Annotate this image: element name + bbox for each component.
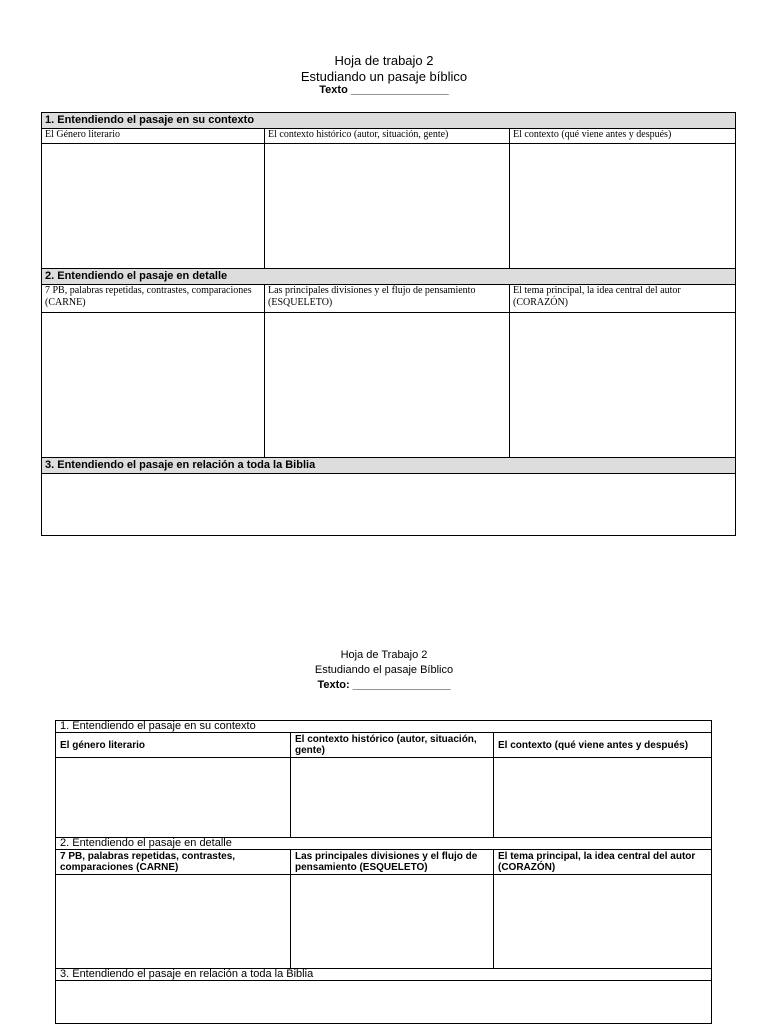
column-historical-context-label: El contexto histórico (autor, situación, gente) [291, 733, 494, 758]
worksheet-1-title: Hoja de trabajo 2 [334, 53, 434, 68]
section-2-title: 2. Entendiendo el pasaje en detalle [56, 838, 712, 850]
main-theme-answer-cell[interactable] [494, 875, 712, 969]
context-answer-cell[interactable] [494, 758, 712, 838]
genre-answer-cell[interactable] [42, 144, 265, 269]
genre-answer-cell[interactable] [56, 758, 291, 838]
column-genre-label: El género literario [56, 733, 291, 758]
whole-bible-answer-cell[interactable] [56, 981, 712, 1024]
column-divisions-label: Las principales divisiones y el flujo de pensamiento (ESQUELETO) [291, 850, 494, 875]
worksheet-1-text-line: Texto ________________ [319, 84, 449, 96]
divisions-answer-cell[interactable] [291, 875, 494, 969]
historical-context-answer-cell[interactable] [291, 758, 494, 838]
divisions-answer-cell[interactable] [265, 313, 510, 458]
worksheet-2-table [55, 720, 712, 1024]
column-main-theme-label: El tema principal, la idea central del autor (CORAZÓN) [510, 285, 736, 313]
column-divisions-label: Las principales divisiones y el flujo de pensamiento (ESQUELETO) [265, 285, 510, 313]
column-context-label: El contexto (qué viene antes y después) [494, 733, 712, 758]
column-details-label: 7 PB, palabras repetidas, contrastes, comparaciones (CARNE) [56, 850, 291, 875]
worksheet-2-text-line: Texto: ________________ [317, 679, 451, 691]
column-details-label: 7 PB, palabras repetidas, contrastes, comparaciones (CARNE) [42, 285, 265, 313]
column-main-theme-label: El tema principal, la idea central del autor (CORAZÓN) [494, 850, 712, 875]
details-answer-cell[interactable] [42, 313, 265, 458]
column-context-label: El contexto (qué viene antes y después) [510, 129, 736, 144]
whole-bible-answer-cell[interactable] [42, 474, 736, 536]
worksheet-2-title: Hoja de Trabajo 2 [340, 649, 428, 661]
column-historical-context-label: El contexto histórico (autor, situación, gente) [265, 129, 510, 144]
main-theme-answer-cell[interactable] [510, 313, 736, 458]
details-answer-cell[interactable] [56, 875, 291, 969]
historical-context-answer-cell[interactable] [265, 144, 510, 269]
section-1-title: 1. Entendiendo el pasaje en su contexto [42, 113, 736, 129]
section-3-title: 3. Entendiendo el pasaje en relación a toda la Biblia [42, 458, 736, 474]
worksheet-2-header [0, 648, 768, 693]
section-1-title: 1. Entendiendo el pasaje en su contexto [56, 721, 712, 733]
worksheet-1-header [0, 53, 768, 96]
section-2-title: 2. Entendiendo el pasaje en detalle [42, 269, 736, 285]
context-answer-cell[interactable] [510, 144, 736, 269]
section-3-title: 3. Entendiendo el pasaje en relación a toda la Biblia [56, 969, 712, 981]
worksheet-1-table [41, 112, 736, 536]
worksheet-1-subtitle: Estudiando un pasaje bíblico [300, 69, 468, 84]
worksheet-2-subtitle: Estudiando el pasaje Bíblico [314, 664, 454, 676]
column-genre-label: El Género literario [42, 129, 265, 144]
